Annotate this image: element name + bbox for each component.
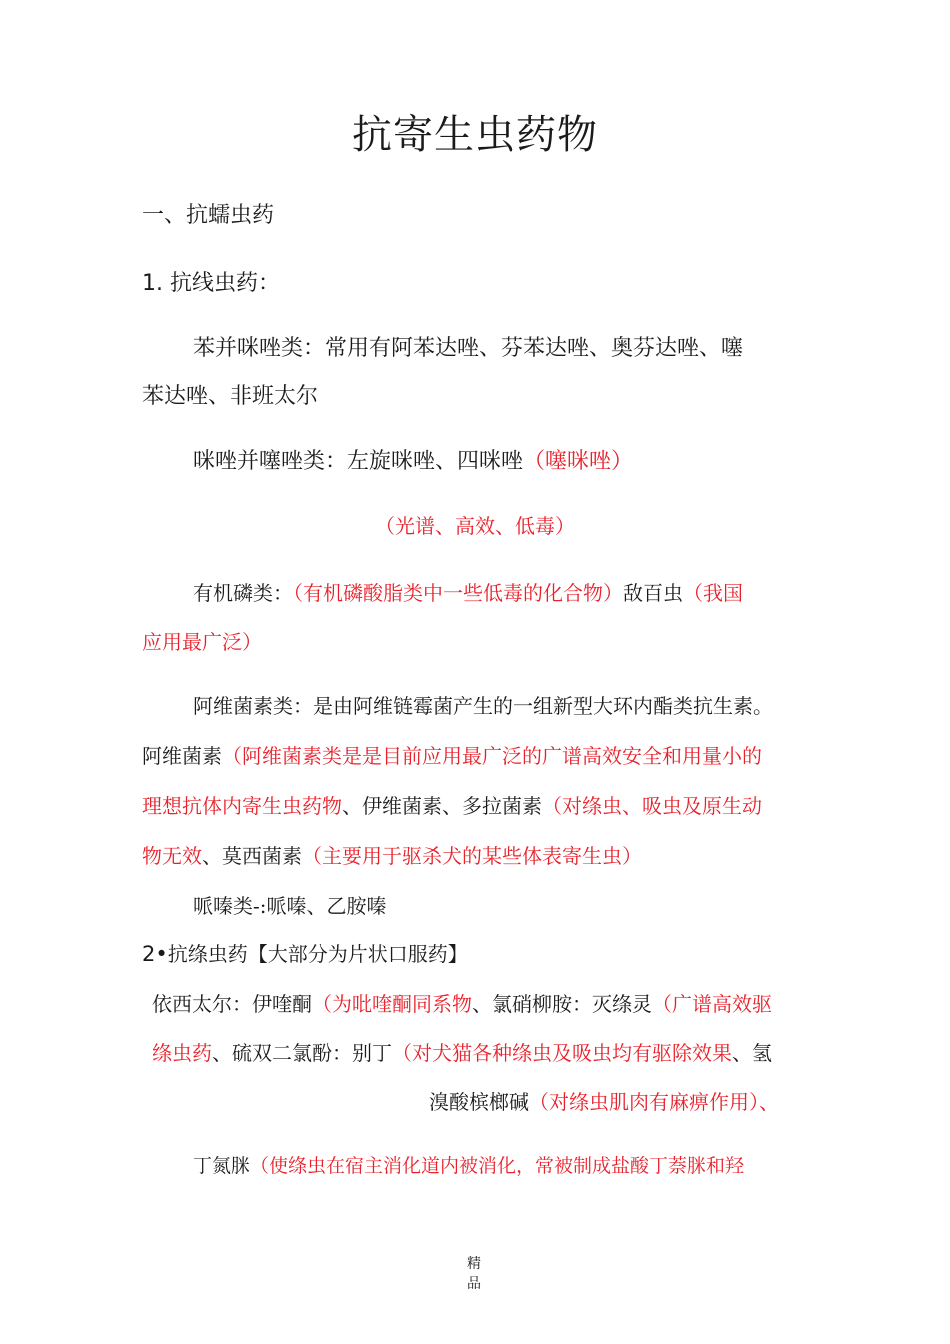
epsiprantel-drug: 依西太尔：伊喹酮	[152, 992, 312, 1016]
doramectin-note-a: （对绦虫、吸虫及原生动	[542, 794, 762, 818]
benzimidazole-line-2: 苯达唑、非班太尔	[142, 384, 319, 409]
niclosamide-note-a: （广谱高效驱	[652, 992, 772, 1016]
organophosphate-drug: 敌百虫	[623, 581, 683, 605]
avermectin-note-b: 理想抗体内寄生虫药物	[142, 794, 342, 818]
bunamidine-drug: 丁氮脒	[193, 1155, 251, 1177]
niclosamide-note-b: 绦虫药	[152, 1041, 212, 1065]
organophosphate-usage-b: 应用最广泛）	[142, 630, 262, 654]
footer-char-2: 品	[467, 1276, 481, 1292]
organophosphate-note: （有机磷酸脂类中一些低毒的化合物）	[293, 581, 623, 605]
avermectin-line-4	[142, 840, 642, 869]
organophosphate-label: 有机磷类：	[193, 581, 293, 605]
imidazothiazole-text: 咪唑并噻唑类：左旋咪唑、四咪唑	[193, 449, 524, 474]
arecoline-note: （对绦虫肌肉有麻痹作用）、	[529, 1090, 779, 1114]
arecoline-prefix: 、氢	[732, 1041, 772, 1065]
cestode-number: 2•	[142, 942, 168, 966]
avermectin-line-2	[142, 740, 762, 769]
benzimidazole-line-1: 苯并咪唑类：常用有阿苯达唑、芬苯达唑、奥芬达唑、噻	[193, 336, 744, 361]
avermectin-drugs-ivermectin-doramectin: 、伊维菌素、多拉菌素	[342, 794, 542, 818]
avermectin-note-a: （阿维菌素类是是目前应用最广泛的广谱高效安全和用量小的	[222, 744, 762, 768]
doramectin-note-b: 物无效	[142, 844, 202, 868]
bunamidine-note: （使绦虫在宿主消化道内被消化，常被制成盐酸丁萘脒和羟	[250, 1155, 745, 1177]
subsection-heading-cestode	[142, 938, 468, 967]
cestode-heading-text: 抗绦虫药【大部分为片状口服药】	[167, 942, 468, 966]
cestode-line-4	[193, 1151, 744, 1178]
section-heading-anthelmintic: 一、抗蠕虫药	[142, 203, 275, 228]
page-footer	[464, 1254, 484, 1294]
bithionol-drug: 、硫双二氯酚：别丁	[212, 1041, 392, 1065]
bithionol-note: （对犬猫各种绦虫及吸虫均有驱除效果	[392, 1041, 732, 1065]
arecoline-drug: 溴酸槟榔碱	[429, 1090, 529, 1114]
avermectin-line-3	[142, 790, 762, 819]
cestode-line-3	[429, 1086, 779, 1115]
moxidectin-drug: 、莫西菌素	[202, 844, 302, 868]
cestode-line-1	[152, 988, 772, 1017]
imidazothiazole-line	[193, 444, 633, 475]
avermectin-drug: 阿维菌素	[142, 744, 222, 768]
organophosphate-line-1	[193, 577, 743, 606]
piperazine-line: 哌嗪类-:哌嗪、乙胺嗪	[193, 894, 387, 918]
imidazothiazole-alias: （噻咪唑）	[523, 449, 634, 474]
footer-char-1: 精	[467, 1256, 481, 1272]
niclosamide-drug: 、氯硝柳胺：灭绦灵	[472, 992, 652, 1016]
organophosphate-usage-a: （我国	[683, 581, 743, 605]
imidazothiazole-note: （光谱、高效、低毒）	[375, 514, 575, 538]
subsection-heading-nematode: 1. 抗线虫药：	[142, 271, 280, 296]
epsiprantel-note: （为吡喹酮同系物	[312, 992, 472, 1016]
page-title: 抗寄生虫药物	[352, 112, 598, 158]
moxidectin-note: （主要用于驱杀犬的某些体表寄生虫）	[302, 844, 642, 868]
cestode-line-2	[152, 1037, 772, 1066]
avermectin-line-1: 阿维菌素类：是由阿维链霉菌产生的一组新型大环内酯类抗生素。	[193, 694, 773, 718]
